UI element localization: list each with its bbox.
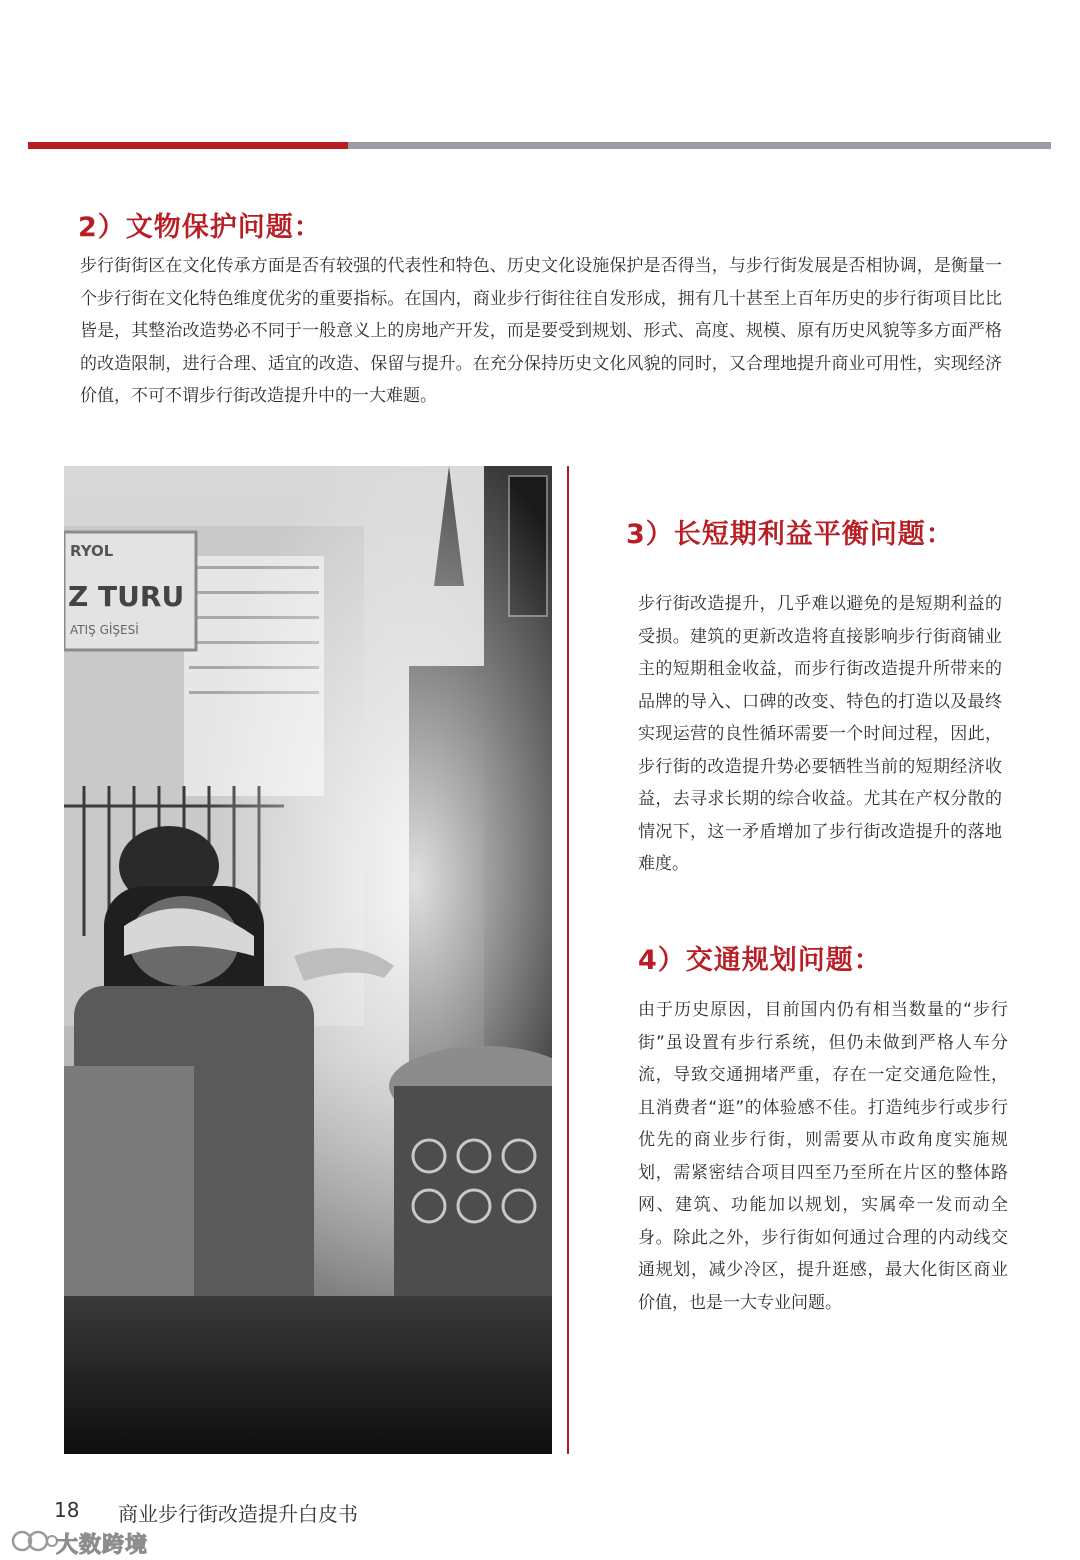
section-2-body: 步行街街区在文化传承方面是否有较强的代表性和特色、历史文化设施保护是否得当，与步行街发展是否相协调，是衡量一个步行街在文化特色维度优劣的重要指标。在国内，商业步行街往往自发形成，拥有几十甚至上百年历史的步行街项目比比皆是，其整治改造势必不同于一般意义上的房地产开发，而是要受到规划、形式、高度、规模、原有历史风貌等多方面严格的改造限制，进行合理、适宜的改造、保留与提升。在充分保持历史文化风貌的同时，又合理地提升商业可用性，实现经济价值，不可不谓步行街改造提升中的一大难题。 bbox=[80, 256, 1002, 406]
section-2-title: 2）文物保护问题： bbox=[78, 212, 322, 243]
watermark-text: 大数跨境 bbox=[56, 1533, 149, 1558]
section-3-body: 步行街改造提升，几乎难以避免的是短期利益的受损。建筑的更新改造将直接影响步行街商铺业主的短期租金收益，而步行街改造提升所带来的品牌的导入、口碑的改变、特色的打造以及最终实现运营的良性循环需要一个时间过程，因此，步行街的改造提升势必要牺牲当前的短期经济收益，去寻求长期的综合收益。尤其在产权分散的情况下，这一矛盾增加了步行街改造提升的落地难度。 bbox=[638, 594, 1002, 874]
section-3-title: 3）长短期利益平衡问题： bbox=[626, 519, 954, 550]
header-accent-rule bbox=[28, 142, 348, 149]
document-title: 商业步行街改造提升白皮书 bbox=[118, 1502, 358, 1526]
page-number: 18 bbox=[54, 1498, 80, 1522]
column-divider bbox=[567, 466, 569, 1454]
street-photo-illustration bbox=[64, 466, 552, 1454]
header-grey-rule bbox=[348, 142, 1051, 149]
section-4-body: 由于历史原因，目前国内仍有相当数量的“步行街”虽设置有步行系统，但仍未做到严格人车分流，导致交通拥堵严重，存在一定交通危险性，且消费者“逛”的体验感不佳。打造纯步行或步行优先的商业步行街，则需要从市政角度实施规划，需紧密结合项目四至乃至所在片区的整体路网、建筑、功能加以规划，实属牵一发而动全身。除此之外，步行街如何通过合理的内动线交通规划，减少冷区，提升逛感，最大化街区商业价值，也是一大专业问题。 bbox=[638, 1000, 1008, 1313]
section-4-title: 4）交通规划问题： bbox=[638, 945, 882, 976]
street-photo bbox=[64, 466, 552, 1454]
